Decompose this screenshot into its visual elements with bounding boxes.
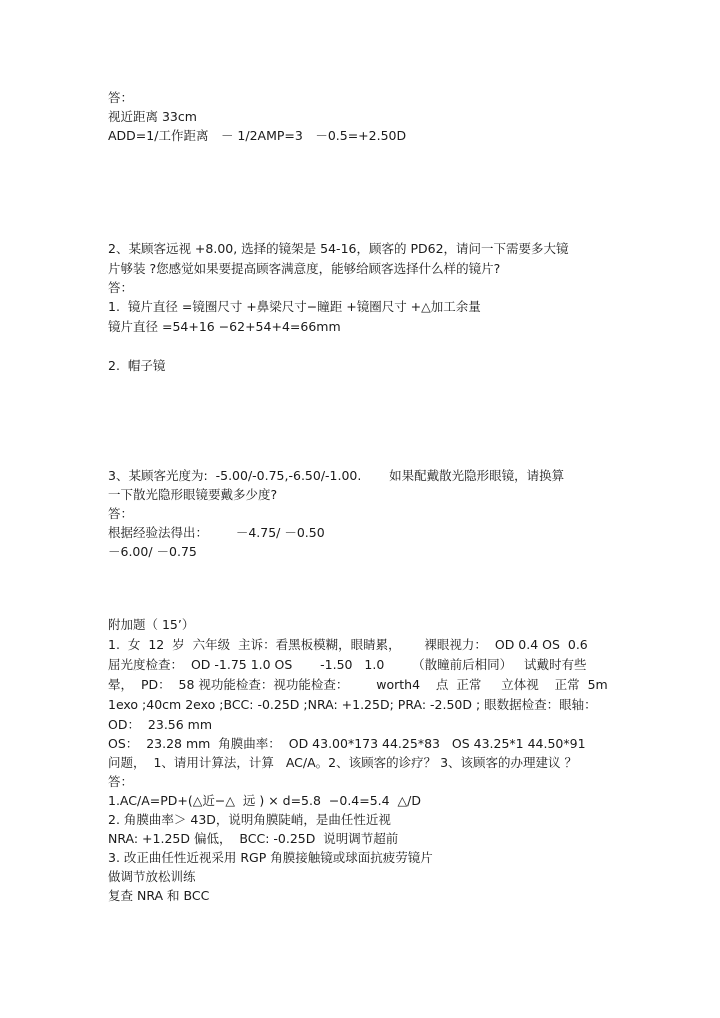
text-line: 做调节放松训练 (108, 869, 196, 884)
text-line: 2. 角膜曲率＞ 43D，说明角膜陡峭，是曲任性近视 (108, 812, 391, 827)
text-line: 镜片直径 =54+16 −62+54+4=66mm (108, 319, 341, 334)
text-line: NRA: +1.25D 偏低， BCC: -0.25D 说明调节超前 (108, 831, 399, 846)
answer-label: 答： (108, 280, 134, 295)
bonus-title: 附加题（ 15’） (108, 617, 195, 632)
question-2-line-1: 2、某顾客远视 +8.00, 选择的镜架是 54-16，顾客的 PD62，请问一下需要多大镜 (108, 241, 569, 256)
question-3-line-2: 一下散光隐形眼镜要戴多少度? (108, 487, 278, 502)
answer-label: 答： (108, 774, 134, 789)
text-line: 1. 镜片直径 =镜圈尺寸 +鼻梁尺寸−瞳距 +镜圈尺寸 +△加工余量 (108, 299, 481, 314)
question-3-line-1: 3、某顾客光度为: -5.00/-0.75,-6.50/-1.00. 如果配戴散光隐形眼镜，请换算 (108, 468, 565, 483)
bonus-case-line: 晕， PD： 58 视功能检查：视功能检查： worth4 点 正常 立体视 正常 5m (108, 677, 608, 692)
question-2-line-2: 片够装 ?您感觉如果要提高顾客满意度，能够给顾客选择什么样的镜片? (108, 261, 501, 276)
text-line: 2. 帽子镜 (108, 358, 166, 373)
bonus-question-line: 问题， 1、请用计算法，计算 AC/A。2、该顾客的诊疗？ 3、该顾客的办理建议 ？ (108, 755, 577, 770)
bonus-case-line: OS： 23.28 mm 角膜曲率： OD 43.00*173 44.25*83 OS 43.25*1 44.50*91 (108, 736, 586, 751)
bonus-case-line: 屈光度检查： OD -1.75 1.0 OS -1.50 1.0 （散瞳前后相同） 试戴时有些 (108, 657, 587, 672)
text-line: －6.00/ －0.75 (108, 544, 197, 559)
bonus-case-line: 1exo ;40cm 2exo ;BCC: -0.25D ;NRA: +1.25D; PRA: -2.50D ; 眼数据检查：眼轴： (108, 697, 597, 712)
bonus-case-line: OD： 23.56 mm (108, 717, 213, 732)
formula-line: ADD=1/工作距离 － 1/2AMP=3 －0.5=+2.50D (108, 128, 407, 143)
text-line: 复查 NRA 和 BCC (108, 888, 210, 903)
text-line: 视近距离 33cm (108, 109, 197, 124)
text-line: 根据经验法得出： －4.75/ －0.50 (108, 525, 325, 540)
text-line: 3. 改正曲任性近视采用 RGP 角膜接触镜或球面抗疲劳镜片 (108, 850, 433, 865)
text-line: 1.AC/A=PD+(△近−△ 远 ) × d=5.8 −0.4=5.4 △/D (108, 793, 421, 808)
answer-label: 答： (108, 90, 134, 105)
answer-label: 答： (108, 506, 134, 521)
bonus-case-line: 1. 女 12 岁 六年级 主诉：看黑板模糊，眼睛累， 裸眼视力： OD 0.4 OS 0.6 (108, 637, 588, 652)
